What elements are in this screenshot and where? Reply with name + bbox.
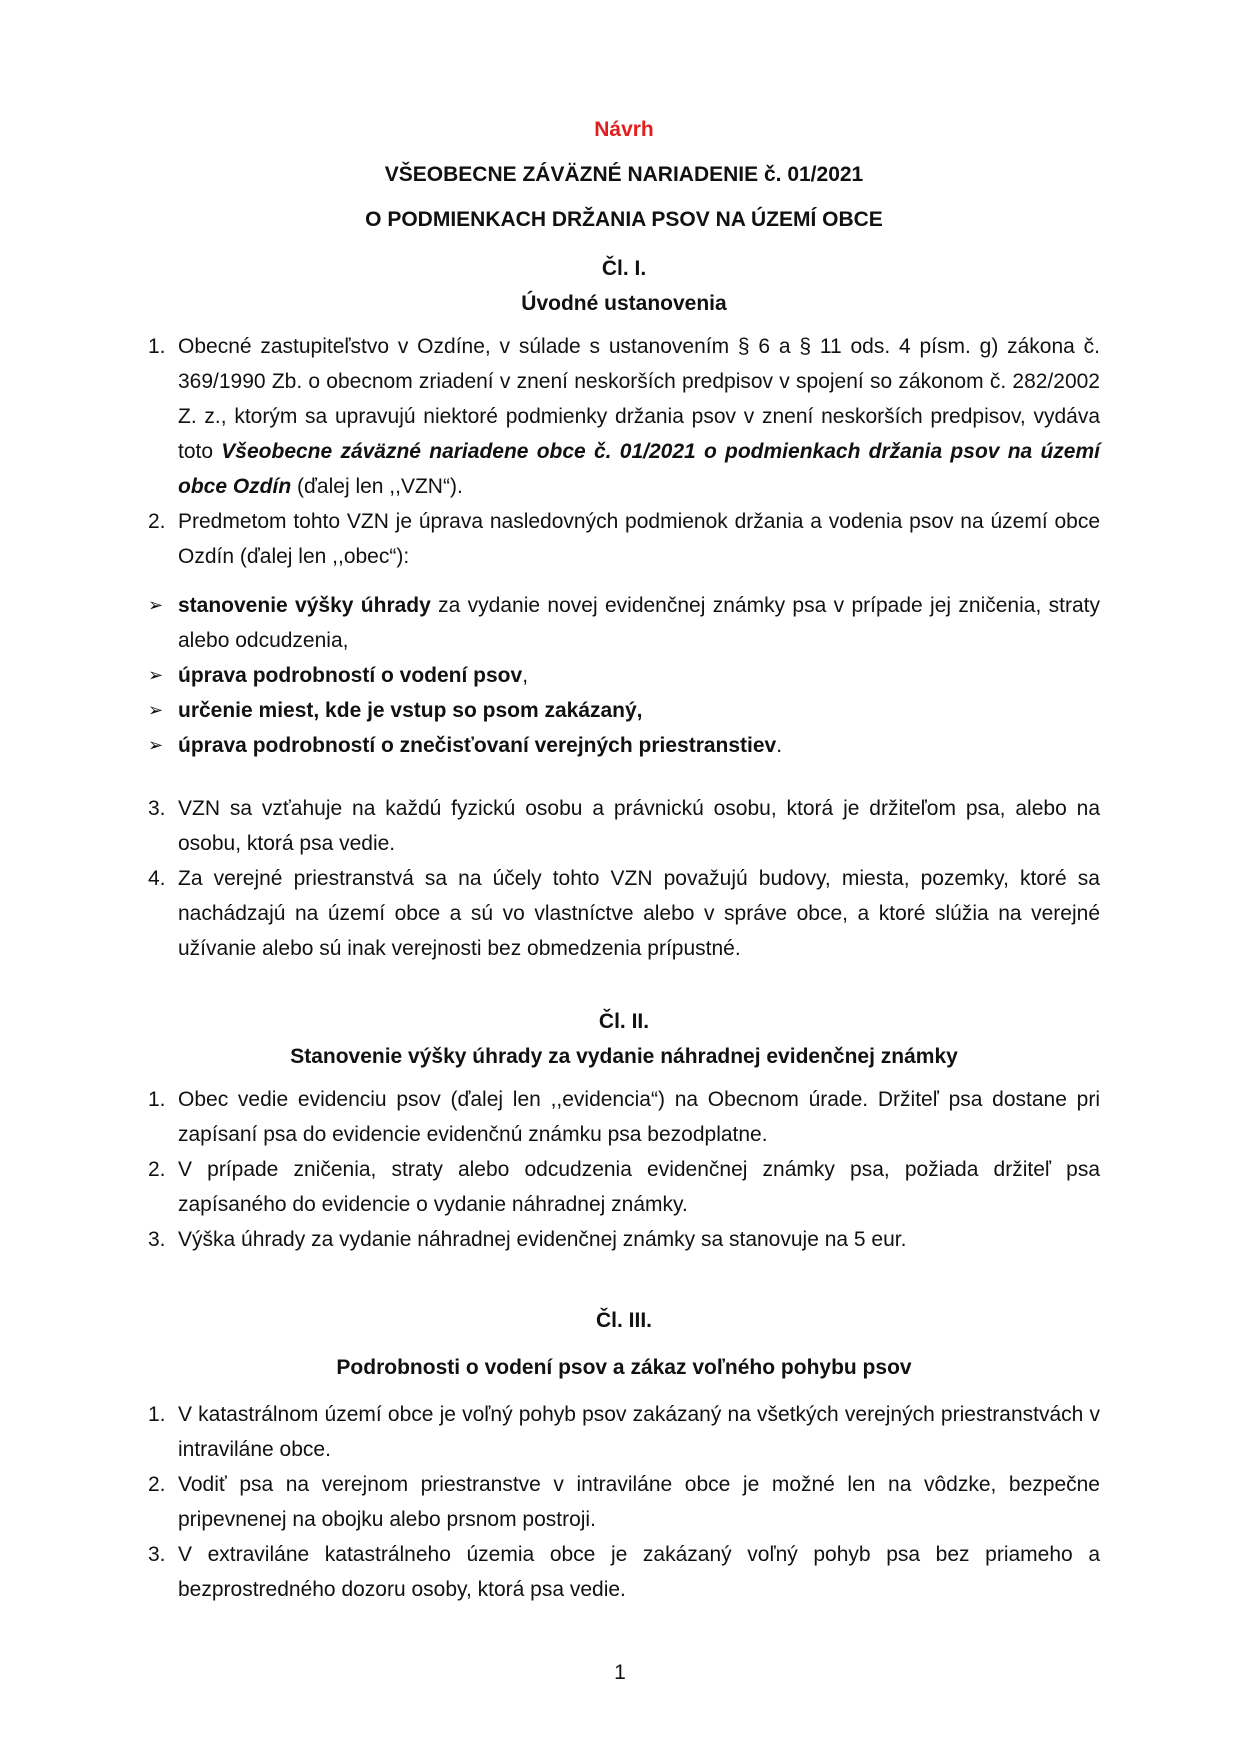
bullet-item bbox=[148, 693, 1100, 728]
item-number: 3. bbox=[148, 1543, 166, 1566]
arrow-bullet-icon: ➢ bbox=[148, 665, 164, 685]
page-number: 1 bbox=[614, 1661, 626, 1684]
item-text: Výška úhrady za vydanie náhradnej evidenčnej známky sa stanovuje na 5 eur. bbox=[178, 1228, 907, 1251]
regulation-name: Všeobecne záväzné nariadene obce č. 01/2021 o podmienkach držania psov na území obce Ozdín bbox=[178, 440, 1100, 498]
bullet-item bbox=[148, 588, 1100, 658]
list-item bbox=[148, 1467, 1100, 1537]
item-text: Za verejné priestranstvá sa na účely tohto VZN považujú budovy, miesta, pozemky, ktoré sa nachádzajú na území obce a sú vo vlastníctve alebo v správe obce, a ktoré slúžia na verejné užívanie alebo sú inak verejnosti bez obmedzenia prípustné. bbox=[178, 867, 1100, 960]
list-item bbox=[148, 1397, 1100, 1467]
item-number: 1. bbox=[148, 1088, 166, 1111]
item-number: 2. bbox=[148, 1158, 166, 1181]
item-number: 3. bbox=[148, 797, 166, 820]
bullet-text: za vydanie novej evidenčnej známky psa v prípade jej zničenia, straty alebo odcudzenia, bbox=[178, 594, 1100, 652]
item-text: Vodiť psa na verejnom priestranstve v intraviláne obce je možné len na vôdzke, bezpečne pripevnenej na obojku alebo prsnom postroji. bbox=[178, 1473, 1100, 1531]
list-item bbox=[148, 791, 1100, 861]
list-item bbox=[148, 861, 1100, 966]
list-item bbox=[148, 1152, 1100, 1222]
item-number: 1. bbox=[148, 335, 166, 358]
article-1-heading: Úvodné ustanovenia bbox=[521, 292, 727, 315]
item-number: 1. bbox=[148, 1403, 166, 1426]
draft-label: Návrh bbox=[594, 118, 654, 141]
document-title: VŠEOBECNE ZÁVÄZNÉ NARIADENIE č. 01/2021 bbox=[384, 163, 864, 186]
article-2-number: Čl. II. bbox=[598, 1010, 650, 1033]
item-number: 4. bbox=[148, 867, 166, 890]
item-text: V prípade zničenia, straty alebo odcudzenia evidenčnej známky psa, požiada držiteľ psa zapísaného do evidencie o vydanie náhradnej známky. bbox=[178, 1158, 1100, 1216]
item-text-end: (ďalej len ,,VZN“). bbox=[291, 475, 463, 498]
subject-bullet-list bbox=[148, 588, 1100, 763]
list-item bbox=[148, 504, 1100, 574]
item-text: Obec vedie evidenciu psov (ďalej len ,,evidencia“) na Obecnom úrade. Držiteľ psa dostane pri zapísaní psa do evidencie evidenčnú známku psa bezodplatne. bbox=[178, 1088, 1100, 1146]
article-2-heading: Stanovenie výšky úhrady za vydanie náhradnej evidenčnej známky bbox=[290, 1045, 958, 1068]
item-number: 2. bbox=[148, 510, 166, 533]
list-item bbox=[148, 329, 1100, 504]
bullet-bold-text: určenie miest, kde je vstup so psom zakázaný, bbox=[178, 699, 643, 722]
article-1-list-continued bbox=[148, 791, 1100, 966]
article-3-list bbox=[148, 1397, 1100, 1607]
item-text: V katastrálnom území obce je voľný pohyb psov zakázaný na všetkých verejných priestranstvách v intraviláne obce. bbox=[178, 1403, 1100, 1461]
item-text: Predmetom tohto VZN je úprava nasledovných podmienok držania a vodenia psov na území obce Ozdín (ďalej len ,,obec“): bbox=[178, 510, 1100, 568]
article-3-number: Čl. III. bbox=[595, 1309, 652, 1332]
bullet-text: , bbox=[522, 664, 529, 687]
item-text: VZN sa vzťahuje na každú fyzickú osobu a právnickú osobu, ktorá je držiteľom psa, alebo na osobu, ktorá psa vedie. bbox=[178, 797, 1100, 855]
arrow-bullet-icon: ➢ bbox=[148, 700, 164, 720]
article-3-heading: Podrobnosti o vodení psov a zákaz voľného pohybu psov bbox=[336, 1356, 912, 1379]
arrow-bullet-icon: ➢ bbox=[148, 735, 164, 755]
article-1-list bbox=[148, 329, 1100, 574]
arrow-bullet-icon: ➢ bbox=[148, 595, 164, 615]
bullet-item bbox=[148, 658, 1100, 693]
article-1-number: Čl. I. bbox=[601, 257, 647, 280]
bullet-bold-text: úprava podrobností o znečisťovaní verejných priestranstiev bbox=[178, 734, 777, 757]
item-text: V extraviláne katastrálneho územia obce je zakázaný voľný pohyb psa bez priameho a bezprostredného dozoru osoby, ktorá psa vedie. bbox=[178, 1543, 1100, 1601]
item-number: 3. bbox=[148, 1228, 166, 1251]
list-item bbox=[148, 1537, 1100, 1607]
document-subtitle: O PODMIENKACH DRŽANIA PSOV NA ÚZEMÍ OBCE bbox=[365, 208, 883, 231]
bullet-item bbox=[148, 728, 1100, 763]
bullet-text: . bbox=[776, 734, 783, 757]
item-text: Obecné zastupiteľstvo v Ozdíne, v súlade s ustanovením § 6 a § 11 ods. 4 písm. g) zákona č. 369/1990 Zb. o obecnom zriadení v znení neskorších predpisov v spojení so zákonom č. 282/2002 Z. z., ktorým sa upravujú niektoré podmienky držania psov v znení neskorších predpisov, vydáva toto bbox=[178, 335, 1100, 463]
item-number: 2. bbox=[148, 1473, 166, 1496]
bullet-bold-text: stanovenie výšky úhrady bbox=[178, 594, 431, 617]
article-2-list bbox=[148, 1082, 1100, 1257]
bullet-bold-text: úprava podrobností o vodení psov bbox=[178, 664, 523, 687]
list-item bbox=[148, 1082, 1100, 1152]
list-item bbox=[148, 1222, 1100, 1257]
